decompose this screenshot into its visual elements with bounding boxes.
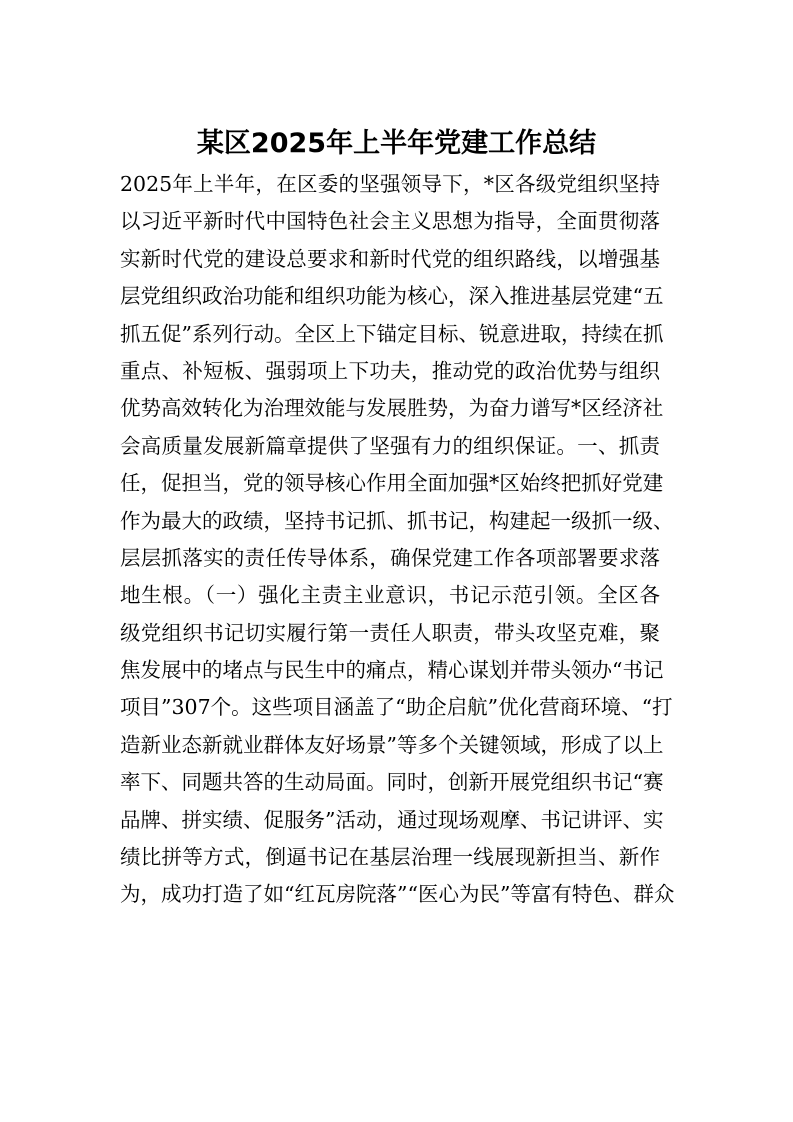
text-line: 层党组织政治功能和组织功能为核心，深入推进基层党建“五	[120, 284, 664, 309]
text-line: 绩比拼等方式，倒逼书记在基层治理一线展现新担当、新作	[120, 845, 660, 870]
text-line: 以习近平新时代中国特色社会主义思想为指导，全面贯彻落	[120, 209, 660, 234]
text-line: 项目”307个。这些项目涵盖了“助企启航”优化营商环境、“打	[120, 695, 673, 720]
text-line: 地生根。（一）强化主责主业意识，书记示范引领。全区各	[120, 583, 660, 608]
text-line: 焦发展中的堵点与民生中的痛点，精心谋划并带头领办“书记	[120, 658, 664, 683]
text-line: 作为最大的政绩，坚持书记抓、抓书记，构建起一级抓一级、	[120, 508, 674, 533]
text-line: 层层抓落实的责任传导体系，确保党建工作各项部署要求落	[120, 545, 660, 570]
text-line: 重点、补短板、强弱项上下功夫，推动党的政治优势与组织	[120, 358, 660, 383]
text-line: 任，促担当，党的领导核心作用全面加强*区始终把抓好党建	[120, 471, 664, 496]
document-title: 某区2025年上半年党建工作总结	[196, 128, 597, 159]
text-line: 品牌、拼实绩、促服务”活动，通过现场观摩、书记讲评、实	[120, 807, 664, 832]
document-body	[120, 166, 675, 914]
text-line: 造新业态新就业群体友好场景”等多个关键领域，形成了以上	[120, 732, 664, 757]
text-line: 2025年上半年，在区委的坚强领导下，*区各级党组织坚持	[120, 172, 660, 196]
text-line: 实新时代党的建设总要求和新时代党的组织路线，以增强基	[120, 246, 660, 271]
text-line: 抓五促”系列行动。全区上下锚定目标、锐意进取，持续在抓	[120, 321, 664, 346]
text-line: 级党组织书记切实履行第一责任人职责，带头攻坚克难，聚	[120, 620, 660, 645]
text-line: 为，成功打造了如“红瓦房院落”“医心为民”等富有特色、群众	[120, 882, 675, 907]
text-line: 优势高效转化为治理效能与发展胜势，为奋力谱写*区经济社	[120, 396, 664, 421]
text-line: 率下、同题共答的生动局面。同时，创新开展党组织书记“赛	[120, 770, 664, 795]
text-line: 会高质量发展新篇章提供了坚强有力的组织保证。一、抓责	[120, 433, 660, 458]
